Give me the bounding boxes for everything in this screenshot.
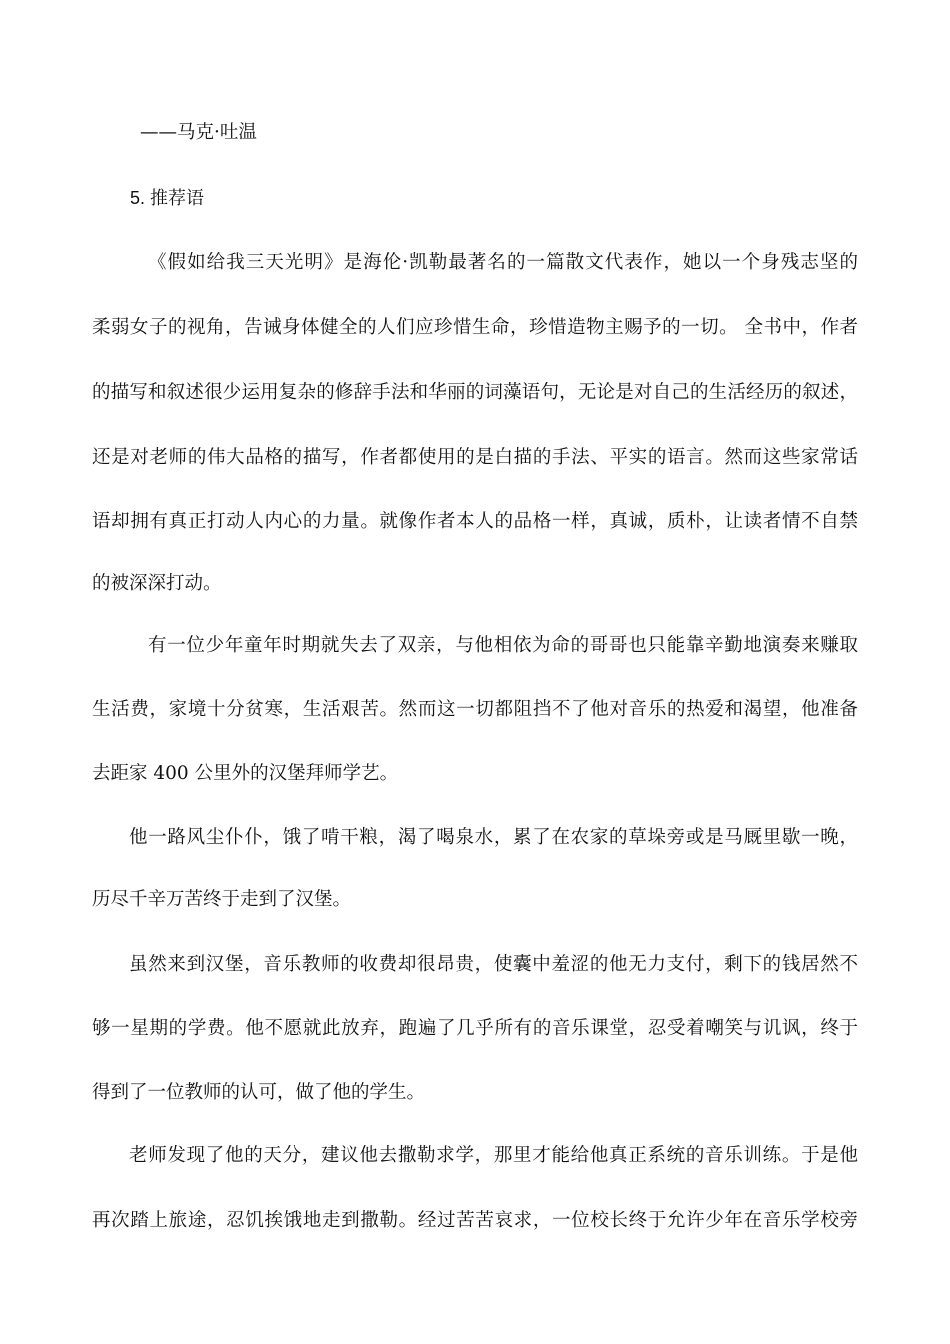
paragraph-line: 生活费，家境十分贫寒，生活艰苦。然而这一切都阻挡不了他对音乐的热爱和渴望，他准备 bbox=[92, 699, 858, 720]
paragraph-line: 虽然来到汉堡，音乐教师的收费却很昂贵，使囊中羞涩的他无力支付，剩下的钱居然不 bbox=[129, 954, 858, 975]
paragraph-line: 有一位少年童年时期就失去了双亲，与他相依为命的哥哥也只能靠辛勤地演奏来赚取 bbox=[148, 635, 858, 656]
paragraph-line: 还是对老师的伟大品格的描写，作者都使用的是白描的手法、平实的语言。然而这些家常话 bbox=[92, 447, 858, 468]
paragraph-line: 的被深深打动。 bbox=[92, 573, 222, 594]
paragraph-line: 老师发现了他的天分，建议他去撒勒求学，那里才能给他真正系统的音乐训练。于是他 bbox=[129, 1145, 858, 1166]
paragraph-line: 再次踏上旅途，忍饥挨饿地走到撒勒。经过苦苦哀求，一位校长终于允许少年在音乐学校旁 bbox=[92, 1210, 858, 1231]
paragraph-line: 他一路风尘仆仆，饿了啃干粮，渴了喝泉水，累了在农家的草垛旁或是马厩里歇一晚， bbox=[129, 827, 858, 848]
paragraph-line: 去距家 400 公里外的汉堡拜师学艺。 bbox=[92, 763, 399, 784]
paragraph-line: 够一星期的学费。他不愿就此放弃，跑遍了几乎所有的音乐课堂，忍受着嘲笑与讥讽，终于 bbox=[92, 1018, 858, 1039]
section-heading: 5. 推荐语 bbox=[130, 188, 205, 208]
paragraph-line: 柔弱女子的视角，告诫身体健全的人们应珍惜生命，珍惜造物主赐予的一切。 全书中，作者 bbox=[92, 317, 858, 338]
paragraph-line: 《假如给我三天光明》是海伦·凯勒最著名的一篇散文代表作，她以一个身残志坚的 bbox=[148, 252, 858, 273]
attribution: ——马克·吐温 bbox=[140, 122, 257, 143]
paragraph-line: 得到了一位教师的认可，做了他的学生。 bbox=[92, 1082, 426, 1103]
paragraph-line: 语却拥有真正打动人内心的力量。就像作者本人的品格一样，真诚，质朴，让读者情不自禁 bbox=[92, 511, 858, 532]
paragraph-line: 的描写和叙述很少运用复杂的修辞手法和华丽的词藻语句，无论是对自己的生活经历的叙述， bbox=[92, 382, 858, 403]
paragraph-line: 历尽千辛万苦终于走到了汉堡。 bbox=[92, 889, 352, 910]
